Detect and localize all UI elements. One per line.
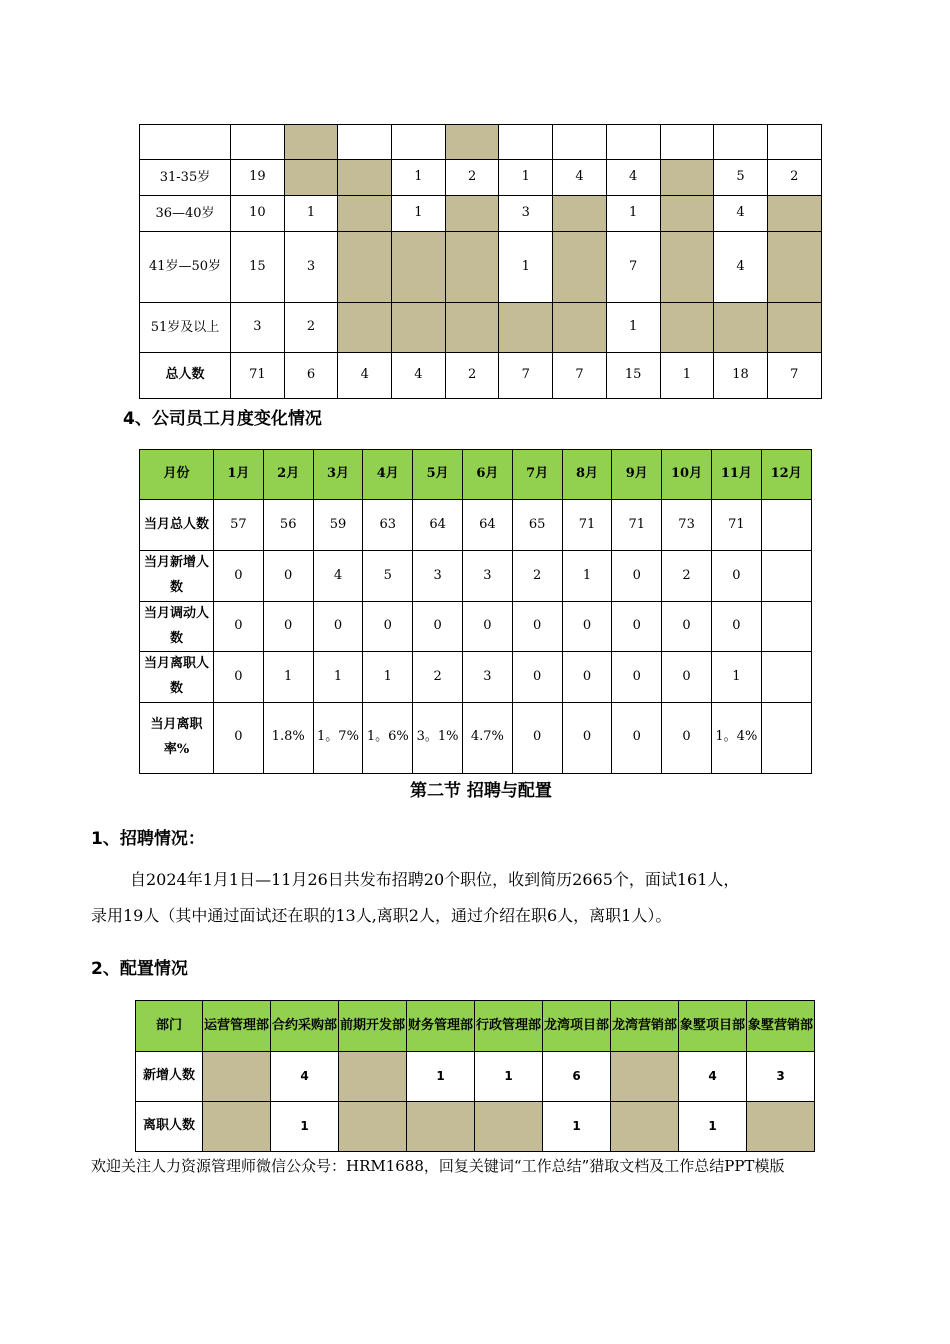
data-cell bbox=[553, 196, 607, 232]
data-cell: 3 bbox=[413, 551, 463, 602]
data-cell: 63 bbox=[363, 500, 413, 551]
data-cell: 0 bbox=[313, 602, 363, 652]
row-label: 41岁—50岁 bbox=[140, 232, 231, 303]
data-cell bbox=[338, 160, 392, 196]
config-title: 2、配置情况 bbox=[91, 959, 188, 979]
data-cell: 3 bbox=[462, 551, 512, 602]
data-cell: 59 bbox=[313, 500, 363, 551]
data-cell: 1 bbox=[475, 1052, 543, 1102]
data-cell: 0 bbox=[512, 652, 562, 702]
data-cell: 7 bbox=[606, 232, 660, 303]
data-cell: 3 bbox=[462, 652, 512, 702]
data-cell: 71 bbox=[562, 500, 612, 551]
data-cell bbox=[339, 1102, 407, 1152]
table-row bbox=[140, 652, 812, 702]
department-header: 象墅项目部 bbox=[679, 1001, 747, 1052]
data-cell: 1 bbox=[499, 232, 553, 303]
total-cell: 7 bbox=[553, 353, 607, 399]
data-cell: 1。4% bbox=[711, 702, 761, 773]
row-label: 51岁及以上 bbox=[140, 303, 231, 353]
data-cell: 3 bbox=[231, 303, 285, 353]
data-cell: 0 bbox=[612, 702, 662, 773]
data-cell: 2 bbox=[662, 551, 712, 602]
data-cell bbox=[714, 303, 768, 353]
total-cell: 7 bbox=[499, 353, 553, 399]
data-cell: 0 bbox=[612, 551, 662, 602]
data-cell bbox=[761, 702, 811, 773]
data-cell: 0 bbox=[711, 602, 761, 652]
table-row bbox=[140, 303, 822, 353]
month-header: 11月 bbox=[711, 450, 761, 500]
data-cell: 0 bbox=[662, 652, 712, 702]
data-cell: 1 bbox=[543, 1102, 611, 1152]
data-cell: 0 bbox=[612, 652, 662, 702]
total-cell: 4 bbox=[392, 353, 446, 399]
data-cell bbox=[445, 196, 499, 232]
data-cell bbox=[767, 196, 821, 232]
empty-cell bbox=[392, 125, 446, 160]
department-header: 运营管理部 bbox=[203, 1001, 271, 1052]
table-row bbox=[140, 160, 822, 196]
data-cell bbox=[767, 232, 821, 303]
data-cell: 1 bbox=[499, 160, 553, 196]
data-cell bbox=[475, 1102, 543, 1152]
empty-cell bbox=[553, 125, 607, 160]
data-cell: 3 bbox=[747, 1052, 815, 1102]
data-cell bbox=[761, 551, 811, 602]
recruit-title: 1、招聘情况： bbox=[91, 829, 205, 849]
data-cell: 4 bbox=[714, 232, 768, 303]
data-cell: 1 bbox=[606, 196, 660, 232]
data-cell: 4 bbox=[679, 1052, 747, 1102]
data-cell: 1.8% bbox=[263, 702, 313, 773]
data-cell bbox=[660, 232, 714, 303]
data-cell: 10 bbox=[231, 196, 285, 232]
data-cell: 4 bbox=[553, 160, 607, 196]
data-cell: 64 bbox=[462, 500, 512, 551]
data-cell: 2 bbox=[413, 652, 463, 702]
table-row bbox=[140, 602, 812, 652]
data-cell: 0 bbox=[214, 652, 264, 702]
empty-cell bbox=[338, 125, 392, 160]
header-label: 月份 bbox=[140, 450, 214, 500]
row-label: 当月新增人数 bbox=[140, 551, 214, 602]
data-cell bbox=[284, 160, 338, 196]
data-cell: 5 bbox=[363, 551, 413, 602]
month-header: 6月 bbox=[462, 450, 512, 500]
data-cell bbox=[392, 232, 446, 303]
table-row bbox=[136, 1052, 815, 1102]
data-cell: 4 bbox=[606, 160, 660, 196]
data-cell: 0 bbox=[363, 602, 413, 652]
month-header: 2月 bbox=[263, 450, 313, 500]
data-cell: 1 bbox=[392, 160, 446, 196]
row-label: 离职人数 bbox=[136, 1102, 203, 1152]
department-header: 龙湾项目部 bbox=[543, 1001, 611, 1052]
data-cell bbox=[553, 232, 607, 303]
data-cell: 71 bbox=[612, 500, 662, 551]
table-header-row bbox=[140, 450, 812, 500]
total-label: 总人数 bbox=[140, 353, 231, 399]
data-cell: 1 bbox=[711, 652, 761, 702]
empty-cell bbox=[140, 125, 231, 160]
data-cell bbox=[611, 1052, 679, 1102]
section4-title: 4、公司员工月度变化情况 bbox=[123, 409, 322, 429]
department-header: 财务管理部 bbox=[407, 1001, 475, 1052]
data-cell: 2 bbox=[445, 160, 499, 196]
data-cell bbox=[761, 500, 811, 551]
data-cell: 1。7% bbox=[313, 702, 363, 773]
table-row bbox=[136, 1102, 815, 1152]
data-cell bbox=[445, 232, 499, 303]
empty-cell bbox=[499, 125, 553, 160]
total-cell: 7 bbox=[767, 353, 821, 399]
data-cell bbox=[553, 303, 607, 353]
data-cell: 1 bbox=[271, 1102, 339, 1152]
table-row bbox=[140, 232, 822, 303]
data-cell bbox=[338, 196, 392, 232]
data-cell: 0 bbox=[263, 551, 313, 602]
month-header: 5月 bbox=[413, 450, 463, 500]
data-cell: 0 bbox=[562, 702, 612, 773]
month-header: 4月 bbox=[363, 450, 413, 500]
row-label: 当月调动人数 bbox=[140, 602, 214, 652]
empty-cell bbox=[660, 125, 714, 160]
data-cell: 0 bbox=[512, 602, 562, 652]
data-cell bbox=[761, 602, 811, 652]
empty-cell bbox=[284, 125, 338, 160]
data-cell: 2 bbox=[284, 303, 338, 353]
row-label: 当月总人数 bbox=[140, 500, 214, 551]
total-cell: 1 bbox=[660, 353, 714, 399]
data-cell bbox=[747, 1102, 815, 1152]
data-cell: 0 bbox=[413, 602, 463, 652]
month-header: 8月 bbox=[562, 450, 612, 500]
data-cell: 1 bbox=[679, 1102, 747, 1152]
table-row-total bbox=[140, 353, 822, 399]
data-cell: 0 bbox=[263, 602, 313, 652]
table-header-row bbox=[136, 1001, 815, 1052]
data-cell bbox=[203, 1052, 271, 1102]
total-cell: 2 bbox=[445, 353, 499, 399]
data-cell: 1 bbox=[313, 652, 363, 702]
data-cell: 0 bbox=[662, 602, 712, 652]
department-header: 合约采购部 bbox=[271, 1001, 339, 1052]
department-config-table bbox=[135, 1000, 815, 1152]
data-cell: 0 bbox=[662, 702, 712, 773]
month-header: 1月 bbox=[214, 450, 264, 500]
data-cell: 4.7% bbox=[462, 702, 512, 773]
age-distribution-table bbox=[139, 124, 822, 399]
row-label: 36—40岁 bbox=[140, 196, 231, 232]
data-cell: 6 bbox=[543, 1052, 611, 1102]
empty-cell bbox=[767, 125, 821, 160]
table-row bbox=[140, 196, 822, 232]
row-label: 当月离职率% bbox=[140, 702, 214, 773]
table-row bbox=[140, 702, 812, 773]
department-header: 龙湾营销部 bbox=[611, 1001, 679, 1052]
total-cell: 18 bbox=[714, 353, 768, 399]
section2-title: 第二节 招聘与配置 bbox=[410, 781, 552, 801]
data-cell: 19 bbox=[231, 160, 285, 196]
data-cell: 1 bbox=[263, 652, 313, 702]
data-cell bbox=[203, 1102, 271, 1152]
data-cell bbox=[660, 196, 714, 232]
month-header: 10月 bbox=[662, 450, 712, 500]
total-cell: 4 bbox=[338, 353, 392, 399]
month-header: 7月 bbox=[512, 450, 562, 500]
total-cell: 71 bbox=[231, 353, 285, 399]
data-cell bbox=[611, 1102, 679, 1152]
department-header: 象墅营销部 bbox=[747, 1001, 815, 1052]
data-cell bbox=[392, 303, 446, 353]
month-header: 12月 bbox=[761, 450, 811, 500]
data-cell bbox=[761, 652, 811, 702]
empty-cell bbox=[231, 125, 285, 160]
data-cell: 0 bbox=[214, 602, 264, 652]
data-cell: 64 bbox=[413, 500, 463, 551]
month-header: 9月 bbox=[612, 450, 662, 500]
data-cell bbox=[338, 303, 392, 353]
empty-cell bbox=[714, 125, 768, 160]
data-cell: 1 bbox=[606, 303, 660, 353]
data-cell: 0 bbox=[562, 602, 612, 652]
total-cell: 6 bbox=[284, 353, 338, 399]
data-cell: 0 bbox=[562, 652, 612, 702]
recruit-paragraph-line2: 录用19人（其中通过面试还在职的13人,离职2人，通过介绍在职6人，离职1人）。 bbox=[91, 906, 672, 925]
data-cell: 15 bbox=[231, 232, 285, 303]
empty-cell bbox=[606, 125, 660, 160]
data-cell: 1。6% bbox=[363, 702, 413, 773]
footer-note: 欢迎关注人力资源管理师微信公众号：HRM1688，回复关键词“工作总结”猎取文档及工作总结PPT模版 bbox=[91, 1157, 785, 1175]
data-cell: 0 bbox=[711, 551, 761, 602]
department-header: 行政管理部 bbox=[475, 1001, 543, 1052]
data-cell bbox=[660, 303, 714, 353]
empty-cell bbox=[445, 125, 499, 160]
data-cell: 1 bbox=[562, 551, 612, 602]
data-cell: 71 bbox=[711, 500, 761, 551]
row-label: 新增人数 bbox=[136, 1052, 203, 1102]
data-cell bbox=[499, 303, 553, 353]
data-cell: 4 bbox=[313, 551, 363, 602]
data-cell bbox=[660, 160, 714, 196]
table-row bbox=[140, 551, 812, 602]
data-cell: 73 bbox=[662, 500, 712, 551]
data-cell: 65 bbox=[512, 500, 562, 551]
table-row-blank bbox=[140, 125, 822, 160]
data-cell: 1 bbox=[407, 1052, 475, 1102]
data-cell: 0 bbox=[214, 702, 264, 773]
data-cell: 1 bbox=[284, 196, 338, 232]
data-cell: 3 bbox=[284, 232, 338, 303]
data-cell: 1 bbox=[392, 196, 446, 232]
department-header: 前期开发部 bbox=[339, 1001, 407, 1052]
data-cell: 0 bbox=[612, 602, 662, 652]
data-cell: 4 bbox=[714, 196, 768, 232]
data-cell: 2 bbox=[512, 551, 562, 602]
data-cell: 3。1% bbox=[413, 702, 463, 773]
row-label: 当月离职人数 bbox=[140, 652, 214, 702]
data-cell: 0 bbox=[214, 551, 264, 602]
data-cell bbox=[445, 303, 499, 353]
data-cell bbox=[407, 1102, 475, 1152]
table-row bbox=[140, 500, 812, 551]
header-label: 部门 bbox=[136, 1001, 203, 1052]
data-cell: 2 bbox=[767, 160, 821, 196]
data-cell: 57 bbox=[214, 500, 264, 551]
data-cell: 56 bbox=[263, 500, 313, 551]
recruit-paragraph-line1: 自2024年1月1日—11月26日共发布招聘20个职位，收到简历2665个，面试161人， bbox=[130, 870, 740, 889]
data-cell: 3 bbox=[499, 196, 553, 232]
data-cell: 0 bbox=[462, 602, 512, 652]
row-label: 31-35岁 bbox=[140, 160, 231, 196]
data-cell: 0 bbox=[512, 702, 562, 773]
data-cell bbox=[339, 1052, 407, 1102]
total-cell: 15 bbox=[606, 353, 660, 399]
data-cell: 5 bbox=[714, 160, 768, 196]
data-cell bbox=[767, 303, 821, 353]
monthly-change-table bbox=[139, 449, 812, 774]
data-cell: 4 bbox=[271, 1052, 339, 1102]
month-header: 3月 bbox=[313, 450, 363, 500]
data-cell bbox=[338, 232, 392, 303]
data-cell: 1 bbox=[363, 652, 413, 702]
